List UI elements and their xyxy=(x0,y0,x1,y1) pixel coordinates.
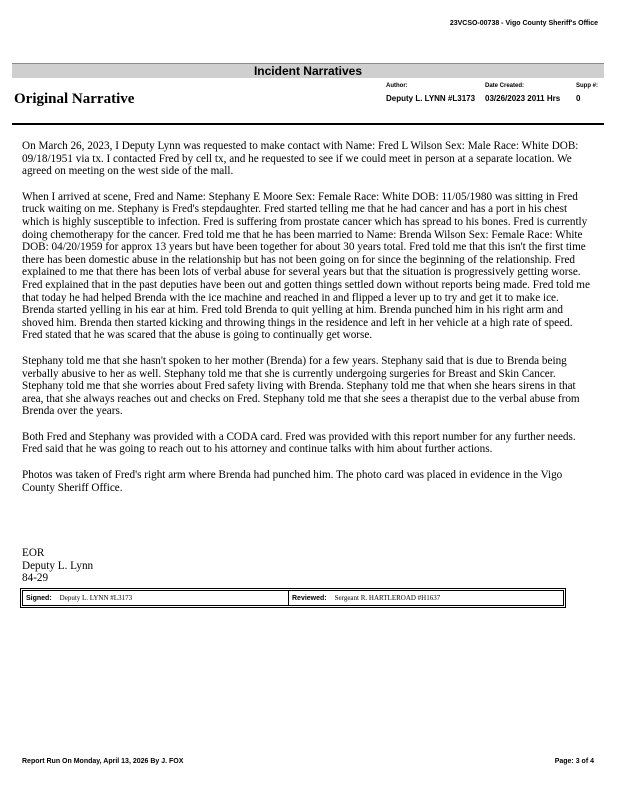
signed-value: Deputy L. LYNN #L3173 xyxy=(59,594,133,602)
reviewed-value: Sergeant R. HARTLEROAD #H1637 xyxy=(334,594,441,602)
signoff-unit: 84-29 xyxy=(22,572,49,585)
supp-label: Supp #: xyxy=(576,83,598,89)
author-block xyxy=(386,83,475,103)
signed-cell xyxy=(23,591,289,605)
page-number: Page: 3 of 4 xyxy=(554,758,594,765)
narrative-paragraph: Both Fred and Stephany was provided with a CODA card. Fred was provided with this report number for any further needs. Fred said that he was going to reach out to his attorney and continue talks with him about further actions. xyxy=(22,430,576,456)
signature-box xyxy=(22,590,564,606)
signoff-block xyxy=(22,547,93,585)
section-title-bar: Incident Narratives xyxy=(12,63,604,78)
author-value: Deputy L. LYNN #L3173 xyxy=(386,94,476,103)
reviewed-cell xyxy=(289,591,440,605)
signoff-eor: EOR xyxy=(22,547,45,559)
narrative-body xyxy=(22,140,592,507)
case-agency-header: 23VCSO-00738 - Vigo County Sheriff's Office xyxy=(449,20,598,27)
narrative-paragraph: Stephany told me that she hasn't spoken to her mother (Brenda) for a few years. Stephany said that is due to Brenda being verbally abusive to her as well. Stephany told me that she is currently undergoing surgeries for Breast and Skin Cancer. Stephany told me that she worries about Fred safety living with Brenda. Stephany told me that when she hears sirens in that area, that she always reaches out and checks on Fred. Stephany told me that she sees a therapist due to the verbal abuse from Brenda over the years. xyxy=(22,354,580,418)
report-run-info: Report Run On Monday, April 13, 2026 By J. FOX xyxy=(22,758,184,765)
supp-block xyxy=(576,83,598,103)
supp-value: 0 xyxy=(576,94,581,103)
narrative-paragraph: On March 26, 2023, I Deputy Lynn was requested to make contact with Name: Fred L Wilson Sex: Male Race: White DOB: 09/18/1951 via tx. I contacted Fred by cell tx, and he requested to see if we could meet in person at a separate location. We agreed on meeting on the west side of the mall. xyxy=(22,140,579,178)
date-created-label: Date Created: xyxy=(485,83,525,89)
author-label: Author: xyxy=(386,83,408,89)
date-created-block xyxy=(485,83,560,103)
header-divider xyxy=(12,123,604,125)
narrative-paragraph: Photos was taken of Fred's right arm where Brenda had punched him. The photo card was placed in evidence in the Vigo County Sheriff Office. xyxy=(22,469,563,494)
narrative-title: Original Narrative xyxy=(14,91,135,107)
narrative-paragraph: When I arrived at scene, Fred and Name: Stephany E Moore Sex: Female Race: White DOB: 11/05/1980 was sitting in Fred truck waiting on me. Stephany is Fred's stepdaughter. Fred started telling me that he had cancer and has a port in his chest which is highly susceptible to infection. Fred is suffering from prostate cancer which has spread to his bones. Fred is currently doing chemotherapy for the cancer. Fred told me that he has been married to Name: Brenda Wilson Sex: Female Race: White DOB: 04/20/1959 for approx 13 years but have been together for about 30 years total. Fred told me that this isn't the first time there has been domestic abuse in the relationship but has not been going on for since the beginning of the relationship. Fred explained to me that there has been lots of verbal abuse for several years but that the situation is progressively getting worse. Fred explained that in the past deputies have been out and gotten things settled down without reports being made. Fred told me that today he had helped Brenda with the ice machine and reached in and flipped a lever up to try and get it to make ice. Brenda started yelling in his ear at him. Fred told Brenda to quit yelling at him. Brenda punched him in his right arm and shoved him. Brenda then started kicking and throwing things in the residence and left in her vehicle at a high rate of speed. Fred stated that he was scared that the abuse is going to continually get worse. xyxy=(22,190,590,342)
signoff-name: Deputy L. Lynn xyxy=(22,559,94,572)
reviewed-label: Reviewed: xyxy=(292,594,327,602)
signed-label: Signed: xyxy=(26,594,52,602)
date-created-value: 03/26/2023 2011 Hrs xyxy=(485,94,561,103)
